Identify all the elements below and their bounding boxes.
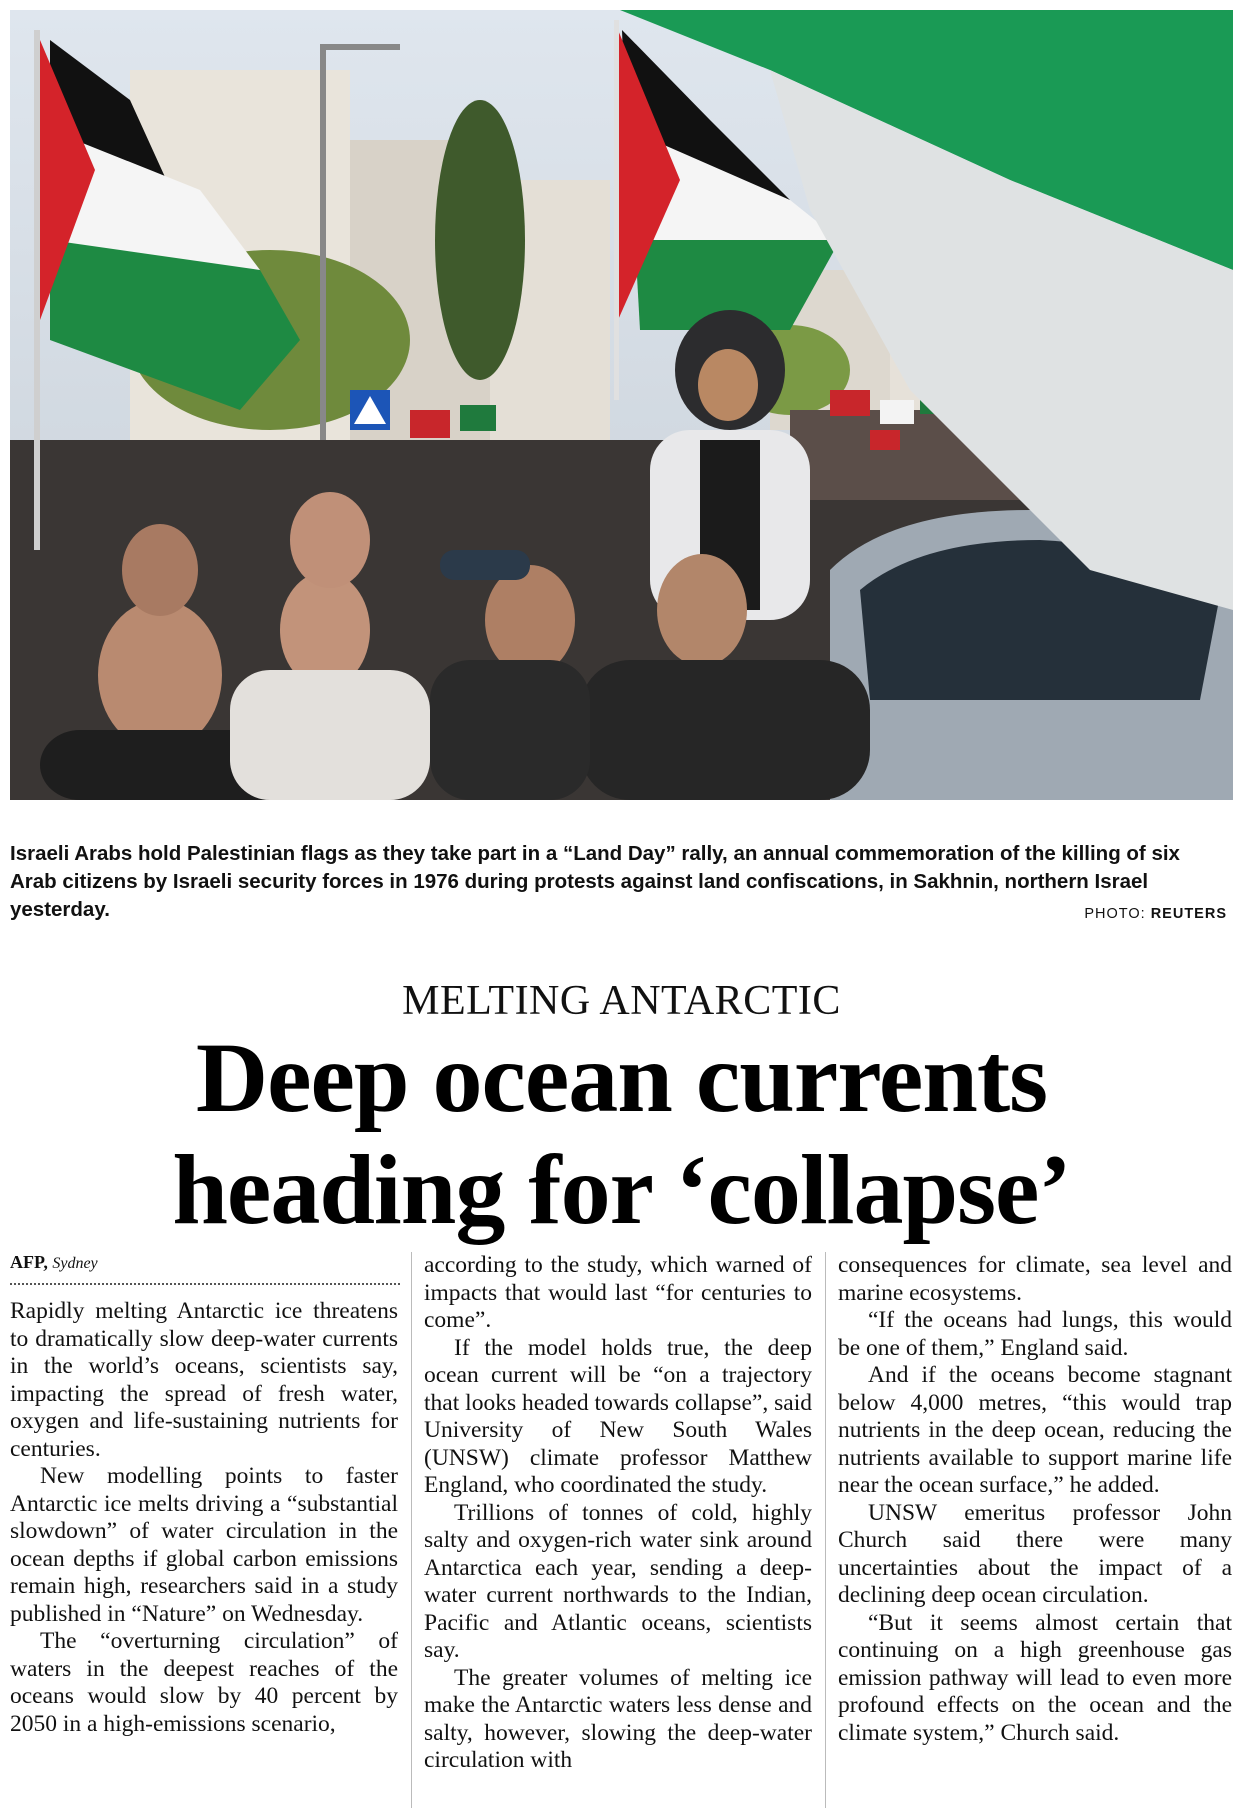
photo-credit-source: REUTERS — [1150, 906, 1227, 922]
paragraph: consequences for climate, sea level and marine ecosystems. — [838, 1252, 1232, 1306]
rally-photo-illustration — [10, 10, 1233, 800]
paragraph: “But it seems almost certain that continuing on a high greenhouse gas emission pathway will lead to even more profound effects on the ocean and the climate system,” Church said. — [838, 1609, 1232, 1746]
column-divider — [411, 1252, 412, 1808]
paragraph: according to the study, which warned of impacts that would last “for centuries to come”. — [424, 1252, 812, 1333]
paragraph: “If the oceans had lungs, this would be one of them,” England said. — [838, 1307, 1232, 1361]
paragraph: UNSW emeritus professor John Church said there were many uncertainties about the impact of a declining deep ocean circulation. — [838, 1499, 1232, 1608]
paragraph: The greater volumes of melting ice make the Antarctic waters less dense and salty, however, slowing the deep-water circulation with — [424, 1664, 812, 1773]
paragraph: If the model holds true, the deep ocean current will be “on a trajectory that looks headed towards collapse”, said University of New South Wales (UNSW) climate professor Matthew England, who coordinated the study. — [424, 1334, 812, 1498]
paragraph: New modelling points to faster Antarctic ice melts driving a “substantial slowdown” of water circulation in the ocean depths if global carbon emissions remain high, researchers said in a study published in “Nature” on Wednesday. — [10, 1463, 398, 1627]
byline — [10, 1252, 400, 1285]
column-divider — [825, 1252, 826, 1808]
article-kicker: MELTING ANTARCTIC — [402, 978, 841, 1024]
article-column-1 — [10, 1298, 398, 1738]
article-headline — [0, 1022, 1243, 1246]
byline-agency: AFP, — [10, 1252, 48, 1272]
photo-caption: Israeli Arabs hold Palestinian flags as they take part in a “Land Day” rally, an annual commemoration of the killing of six Arab citizens by Israeli security forces in 1976 during protests against land confiscations, in Sakhnin, northern Israel yesterday. — [10, 842, 1180, 921]
paragraph: Rapidly melting Antarctic ice threatens to dramatically slow deep-water currents in the world’s oceans, scientists say, impacting the spread of fresh water, oxygen and life-sustaining nutrients for centuries. — [10, 1298, 398, 1462]
headline-line-2: heading for ‘collapse’ — [172, 1134, 1071, 1245]
headline-line-1: Deep ocean currents — [195, 1022, 1048, 1133]
article-column-2 — [424, 1252, 812, 1775]
photo-credit-label: PHOTO: — [1084, 906, 1151, 922]
rally-photo — [10, 10, 1233, 800]
photo-credit — [1084, 906, 1227, 922]
article-column-3 — [838, 1252, 1232, 1747]
paragraph: And if the oceans become stagnant below 4,000 metres, “this would trap nutrients in the deep ocean, reducing the nutrients available to support marine life near the ocean surface,” he added. — [838, 1362, 1232, 1498]
byline-location: Sydney — [52, 1255, 98, 1272]
paragraph: The “overturning circulation” of waters in the deepest reaches of the oceans would slow by 40 percent by 2050 in a high-emissions scenario, — [10, 1628, 398, 1737]
paragraph: Trillions of tonnes of cold, highly salty and oxygen-rich water sink around Antarctica each year, sending a deep-water current northwards to the Indian, Pacific and Atlantic oceans, scientists say. — [424, 1499, 812, 1663]
